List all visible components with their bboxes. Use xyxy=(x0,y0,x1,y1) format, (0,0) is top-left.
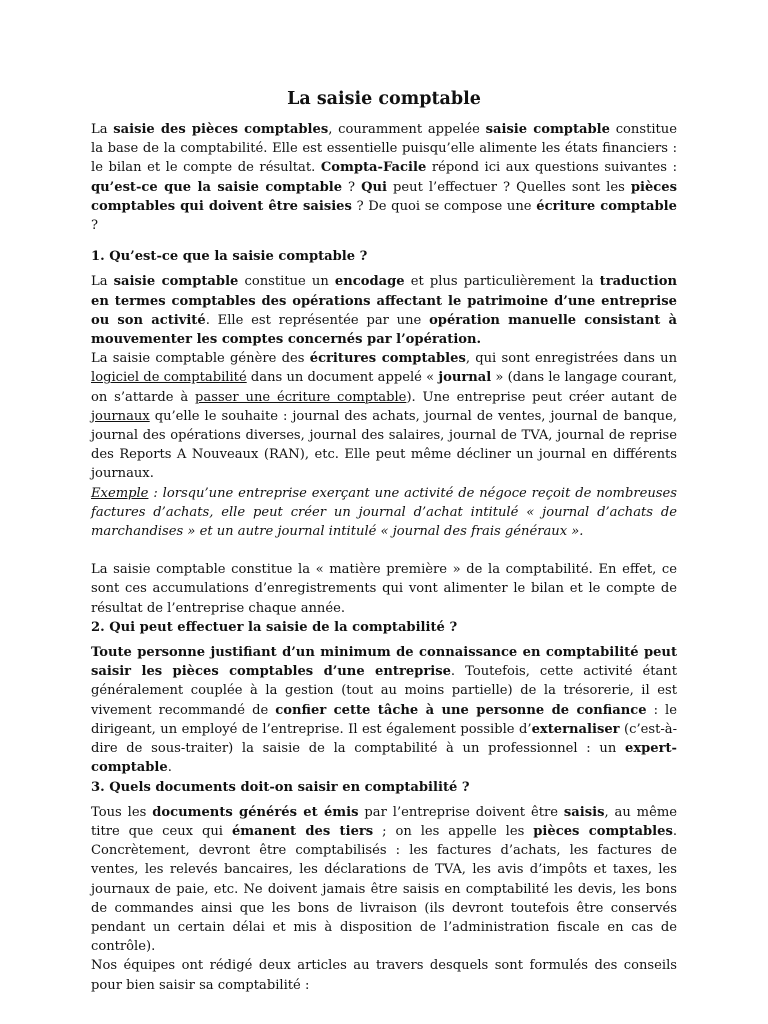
document-page xyxy=(91,88,677,995)
text-run: ? xyxy=(342,179,362,195)
example-label: Exemple xyxy=(91,485,149,501)
bold-text: externaliser xyxy=(531,721,620,737)
example-text: : lorsqu’une entreprise exerçant une activité de négoce reçoit de nombreuses factures d’achats, elle peut créer un journal d’achat intitulé « journal d’achats de marchandises » et un autre journal intitulé « journal des frais généraux ». xyxy=(91,485,677,540)
text-run: . Concrètement, devront être comptabilisés : les factures d’achats, les factures de ventes, les relevés bancaires, les déclarations de TVA, les avis d’impôts et taxes, les journaux de paie, etc. Ne doivent jamais être saisis en comptabilité les devis, les bons de commandes ainsi que les bons de livraison (ils devront toutefois être conservés pendant un certain délai et mis à disposition de l’administration fiscale en cas de contrôle). xyxy=(91,823,677,955)
blank-line xyxy=(91,541,677,560)
bold-text: saisis xyxy=(563,804,605,820)
bold-text: Toute personne justifiant d’un minimum de connaissance en comptabilité peut saisir les pièces comptables d’une entreprise xyxy=(91,645,677,680)
text-run: (c’est-à-dire de sous-traiter) la saisie de la comptabilité à un professionnel : un xyxy=(91,721,677,757)
text-run: . xyxy=(167,760,172,776)
bold-text: saisie comptable xyxy=(485,122,610,137)
text-run: peut l’effectuer ? Quelles sont les xyxy=(387,179,631,195)
bold-text: encodage xyxy=(334,274,405,290)
text-run: dans un document appelé « xyxy=(246,370,439,386)
text-run: ; on les appelle les xyxy=(373,823,534,839)
document-title: La saisie comptable xyxy=(287,89,481,109)
section-1-paragraph-3: La saisie comptable constitue la « matière première » de la comptabilité. En effet, ce sont ces accumulations d’enregistrements qui vont alimenter le bilan et le compte de résultat de l’entreprise chaque année. xyxy=(91,562,677,616)
bold-text: écriture comptable xyxy=(536,198,677,214)
text-run: . Elle est représentée par une xyxy=(205,312,430,328)
text-run: ? De quoi se compose une xyxy=(351,198,537,214)
bold-text: pièces comptables qui doivent être saisies xyxy=(91,179,677,214)
text-run: La xyxy=(91,274,114,290)
section-2-paragraph-1 xyxy=(91,643,677,777)
underlined-link-text: logiciel de comptabilité xyxy=(91,370,247,386)
bold-text: expert-comptable xyxy=(91,741,677,776)
bold-text: traduction en termes comptables des opérations affectant le patrimoine d’une entreprise ou son activité xyxy=(91,274,677,328)
section-3-paragraph-1 xyxy=(91,803,677,957)
bold-text: émanent des tiers xyxy=(231,823,374,839)
text-run: La saisie comptable génère des xyxy=(91,351,310,367)
section-1-example xyxy=(91,484,677,542)
bold-text: saisie comptable xyxy=(113,274,239,290)
text-run: ). Une entreprise peut créer autant de xyxy=(406,389,677,405)
text-run: constitue un xyxy=(238,274,335,290)
text-run: répond ici aux questions suivantes : xyxy=(426,160,677,176)
bold-text: Qui xyxy=(361,179,387,195)
text-run: . Toutefois, cette activité étant généralement couplée à la gestion (tout au moins partielle) de la trésorerie, il est vivement recommandé de xyxy=(91,664,677,718)
underlined-link-text: journaux xyxy=(91,408,150,424)
section-1-paragraph-2 xyxy=(91,349,677,483)
text-run: et plus particulièrement la xyxy=(404,274,600,290)
text-run: ? xyxy=(91,218,99,234)
intro-paragraph xyxy=(91,120,677,235)
text-run: , qui sont enregistrées dans un xyxy=(465,351,677,367)
text-run: qu’elle le souhaite : journal des achats, journal de ventes, journal de banque, journal des opérations diverses, journal des salaires, journal de TVA, journal de reprise des Reports A Nouveaux (RAN), etc. Elle peut même décliner un journal en différents journaux. xyxy=(91,408,677,482)
section-1-heading: 1. Qu’est-ce que la saisie comptable ? xyxy=(91,249,368,265)
bold-text: écritures comptables xyxy=(309,351,466,367)
text-run: La xyxy=(91,122,114,137)
bold-text: journal xyxy=(438,370,492,386)
text-run: Tous les xyxy=(91,804,153,820)
bold-text: Compta-Facile xyxy=(320,160,427,176)
bold-text: confier cette tâche à une personne de confiance xyxy=(275,702,647,718)
bold-text: qu’est-ce que la saisie comptable xyxy=(91,179,343,195)
section-3-paragraph-2: Nos équipes ont rédigé deux articles au travers desquels sont formulés des conseils pour bien saisir sa comptabilité : xyxy=(91,958,677,993)
text-run: par l’entreprise doivent être xyxy=(358,804,564,820)
section-3-heading: 3. Quels documents doit-on saisir en comptabilité ? xyxy=(91,779,470,795)
section-1-paragraph-1 xyxy=(91,272,677,349)
text-run: constitue la base de la comptabilité. Elle est essentielle puisqu’elle alimente les états financiers : le bilan et le compte de résultat. xyxy=(91,122,677,176)
text-run: , couramment appelée xyxy=(328,122,486,137)
underlined-link-text: passer une écriture comptable xyxy=(195,389,407,405)
bold-text: pièces comptables xyxy=(533,823,673,839)
text-run: : le dirigeant, un employé de l’entreprise. Il est également possible d’ xyxy=(91,702,677,737)
bold-text: saisie des pièces comptables xyxy=(113,122,329,137)
bold-text: documents générés et émis xyxy=(152,804,359,820)
text-run: » (dans le langage courant, on s’attarde à xyxy=(91,370,677,405)
bold-text: opération manuelle consistant à mouvementer les comptes concernés par l’opération. xyxy=(91,312,678,348)
text-run: , au même titre que ceux qui xyxy=(91,804,678,839)
section-2-heading: 2. Qui peut effectuer la saisie de la comptabilité ? xyxy=(91,619,458,635)
